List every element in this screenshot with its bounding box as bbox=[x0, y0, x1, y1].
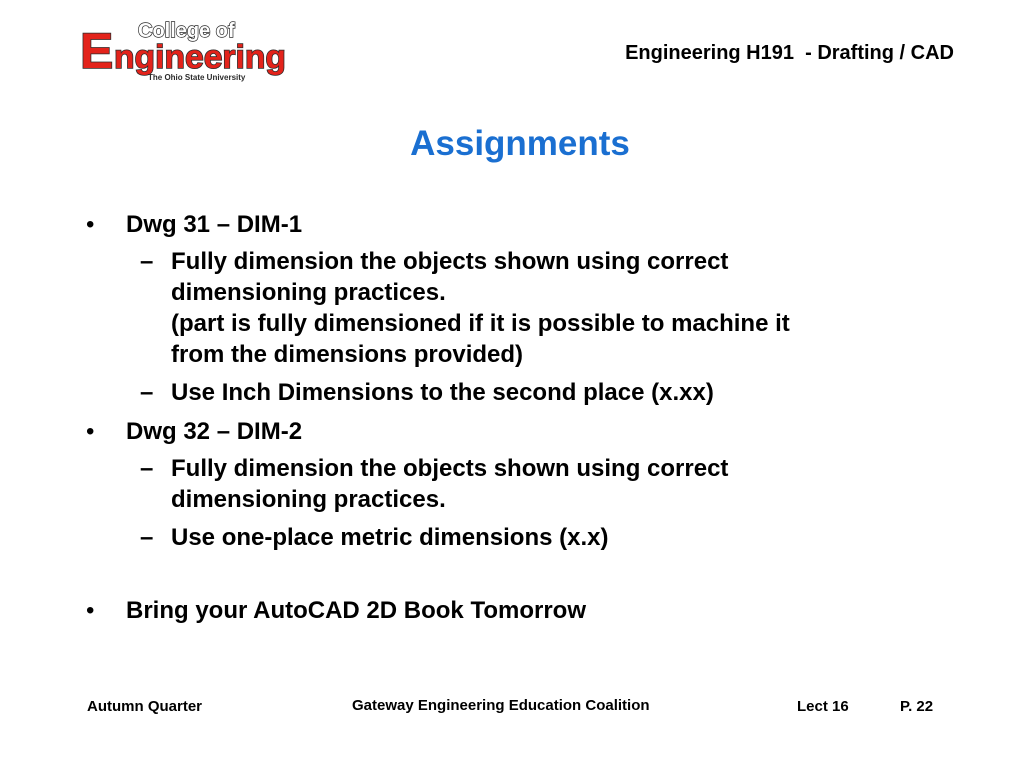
bullet-marker: • bbox=[86, 597, 95, 624]
college-of-engineering-logo bbox=[78, 16, 290, 84]
sub-item-line: Fully dimension the objects shown using correct bbox=[171, 455, 729, 482]
logo-line-college-of: College of bbox=[138, 20, 235, 42]
sub-list-item bbox=[86, 453, 946, 515]
logo-word-ngineering: ngineering bbox=[114, 38, 286, 75]
footer-page-number: P. 22 bbox=[900, 698, 934, 715]
footer-lecture: Lect 16 bbox=[797, 698, 849, 715]
list-item bbox=[86, 594, 946, 628]
dash-marker: – bbox=[140, 524, 154, 551]
footer-coalition: Gateway Engineering Education Coalition bbox=[352, 697, 650, 714]
bullet-marker: • bbox=[86, 418, 95, 445]
slide-content bbox=[86, 208, 946, 632]
bullet-text: Bring your AutoCAD 2D Book Tomorrow bbox=[126, 597, 586, 624]
sub-item-line: (part is fully dimensioned if it is possible to machine it bbox=[171, 310, 790, 337]
sub-list-item bbox=[86, 246, 946, 370]
bullet-text: Dwg 31 – DIM-1 bbox=[126, 211, 303, 238]
sub-item-line: dimensioning practices. bbox=[171, 486, 446, 513]
dash-marker: – bbox=[140, 248, 154, 275]
sub-item-line: from the dimensions provided) bbox=[171, 341, 524, 368]
bullet-marker: • bbox=[86, 211, 95, 238]
sub-item-line: Fully dimension the objects shown using correct bbox=[171, 248, 729, 275]
bullet-text: Dwg 32 – DIM-2 bbox=[126, 418, 303, 445]
logo-university-name: The Ohio State University bbox=[148, 73, 246, 82]
sub-list-item bbox=[86, 522, 946, 553]
dash-marker: – bbox=[140, 379, 154, 406]
logo-initial-e: E bbox=[80, 23, 114, 79]
sub-list-item bbox=[86, 377, 946, 408]
sub-item-line: dimensioning practices. bbox=[171, 279, 446, 306]
footer-quarter: Autumn Quarter bbox=[87, 698, 203, 715]
list-item bbox=[86, 208, 946, 242]
dash-marker: – bbox=[140, 455, 154, 482]
page-title: Assignments bbox=[410, 124, 630, 163]
sub-item-line: Use one-place metric dimensions (x.x) bbox=[171, 524, 609, 551]
sub-item-line: Use Inch Dimensions to the second place (x.xx) bbox=[171, 379, 714, 406]
course-title: Engineering H191 - Drafting / CAD bbox=[625, 42, 954, 64]
spacer bbox=[86, 560, 946, 594]
list-item bbox=[86, 415, 946, 449]
